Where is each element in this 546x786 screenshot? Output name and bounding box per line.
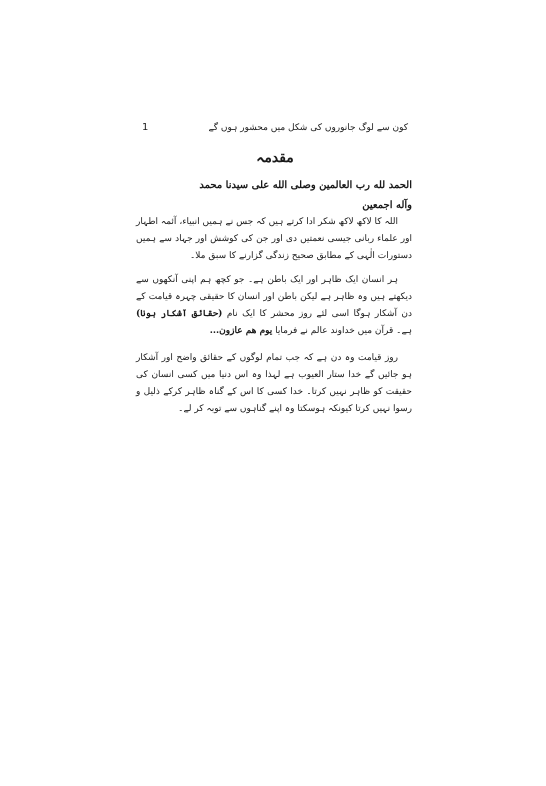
paragraph-2-text-c: ہے۔ قرآن میں خداوند عالم نے فرمایا bbox=[275, 326, 412, 336]
paragraph-3: روز قیامت وہ دن ہے کہ جب تمام لوگوں کے حقائق واضح اور آشکار ہو جائیں گے خدا ستار العیوب ہے لہذا وہ اس دنیا میں کسی انسان کی حقیقت کو ظاہر نہیں کرتا۔ خدا کسی کا اس کے گناہ ظاہر کرکے ذلیل و رسوا نہیں کرتا کیونکہ ہوسکتا وہ اپنے گناہوں سے توبہ کر لے۔ bbox=[136, 353, 412, 414]
doxology bbox=[136, 176, 412, 216]
paragraph-2-emphasis: (حقائق آشکار ہونا) bbox=[136, 309, 223, 319]
paragraph-2-quran-quote: یوم هم عازون... bbox=[209, 326, 273, 336]
running-header bbox=[142, 122, 408, 133]
running-header-title: کون سے لوگ جانوروں کی شکل میں محشور ہوں گے bbox=[208, 123, 408, 133]
doxology-line-1: الحمد لله رب العالمین وصلى الله على سيدنا محمد bbox=[199, 180, 412, 191]
paragraph-1: اللہ کا لاکھ لاکھ شکر ادا کرتے ہیں کہ جس نے ہمیں انبیاء، آئمہ اطہار اور علماء ربانی جیسی نعمتیں دی اور جن کی کوشش اور جہاد سے ہمیں دستورات الٰہی کے مطابق صحیح زندگی گزارنے کا سبق ملا۔ bbox=[136, 217, 412, 261]
paragraph-2 bbox=[136, 272, 412, 340]
doxology-line-2: وآله اجمعين bbox=[362, 200, 412, 211]
paragraph-2-text-a: ہر انسان ایک ظاہر اور ایک باطن ہے۔ جو کچھ ہم اپنی آنکھوں سے دیکھتے ہیں وہ ظاہر ہے لیکن باطن اور انسان کا حقیقی چہرہ قیامت کے دن آشکار ہوگا اسی لئے روز محشر کا ایک نام bbox=[136, 275, 412, 319]
chapter-heading: مقدمہ bbox=[256, 150, 294, 166]
page-number: 1 bbox=[142, 122, 149, 133]
